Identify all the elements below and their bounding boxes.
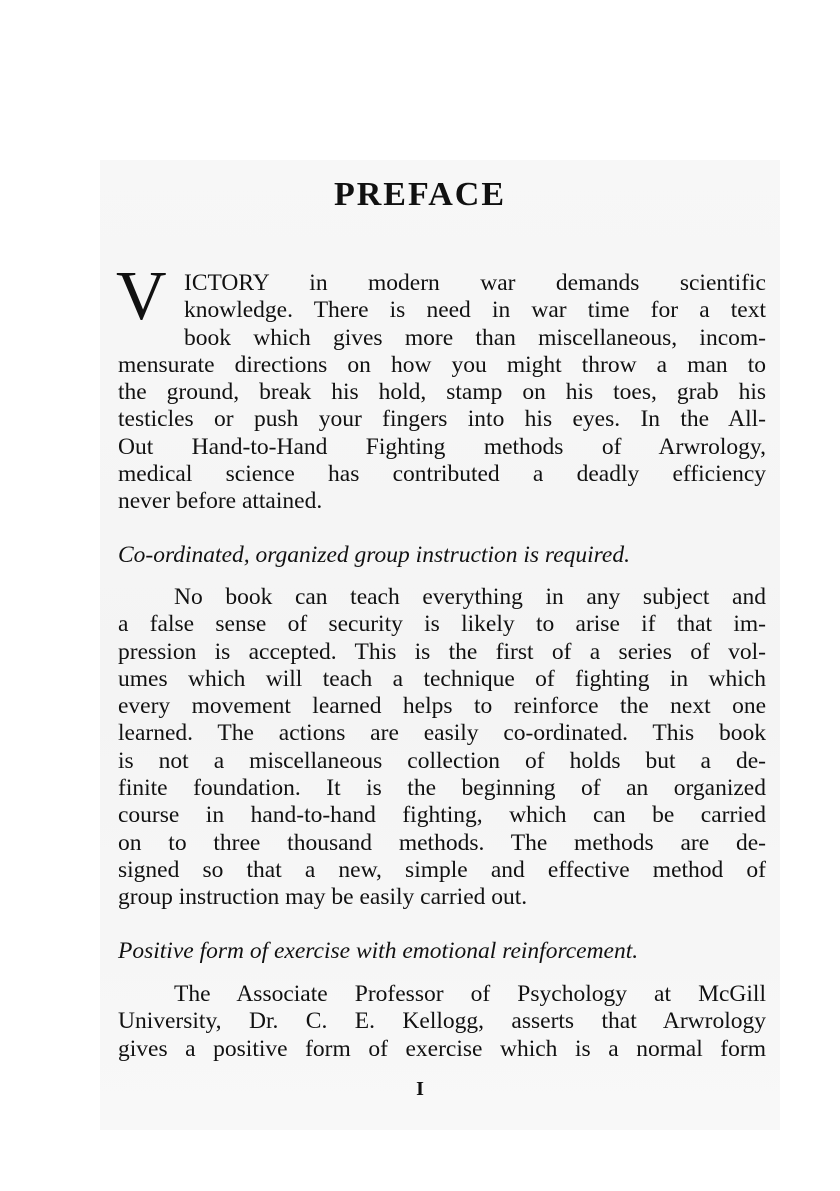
paragraph-line: never before attained. [118,488,323,515]
paragraph-line: every movement learned helps to reinforce the next one [118,693,766,720]
paragraph-line: gives a positive form of exercise which is a normal form [118,1035,766,1062]
paragraph-line: medical science has contributed a deadly efficiency [118,461,766,488]
paragraph-line: testicles or push your fingers into his eyes. In the All- [118,406,766,433]
paragraph-line: No book can teach everything in any subject and [174,584,766,610]
paragraph-line: umes which will teach a technique of fighting in which [118,665,766,692]
paragraph-line: is not a miscellaneous collection of holds but a de- [118,747,766,774]
section-heading-group-instruction: Co-ordinated, organized group instruction is required. [118,542,630,568]
section-heading-positive-exercise: Positive form of exercise with emotional reinforcement. [118,938,639,964]
paragraph-line: ICTORY in modern war demands scientific [184,270,766,296]
paragraph-line: the ground, break his hold, stamp on his toes, grab his [118,379,766,406]
paragraph-line: on to three thousand methods. The methods are de- [118,829,766,856]
paragraph-line: learned. The actions are easily co-ordinated. This book [118,720,766,747]
paragraph-line: group instruction may be easily carried out. [118,884,528,911]
paragraph-line: pression is accepted. This is the first of a series of vol- [118,638,766,665]
paragraph-line: Out Hand-to-Hand Fighting methods of Arwrology, [118,433,766,460]
page-title: PREFACE [333,176,507,213]
page-number: I [416,1078,424,1100]
paragraph-associate-professor [118,981,766,1063]
paragraph-line: finite foundation. It is the beginning of an organized [118,775,766,802]
paragraph-line: mensurate directions on how you might throw a man to [118,351,766,378]
paragraph-line: knowledge. There is need in war time for a text [184,297,766,324]
paragraph-line: University, Dr. C. E. Kellogg, asserts that Arwrology [118,1008,766,1035]
paragraph-line: The Associate Professor of Psychology at McGill [174,981,766,1007]
paragraph-line: course in hand-to-hand fighting, which can be carried [118,802,766,829]
paragraph-line: signed so that a new, simple and effective method of [118,856,766,883]
drop-cap: V [116,258,167,335]
paragraph-line: a false sense of security is likely to arise if that im- [118,611,766,638]
paragraph-victory [118,270,766,516]
paragraph-no-book [118,584,766,912]
paragraph-line: book which gives more than miscellaneous, incom- [184,324,766,351]
